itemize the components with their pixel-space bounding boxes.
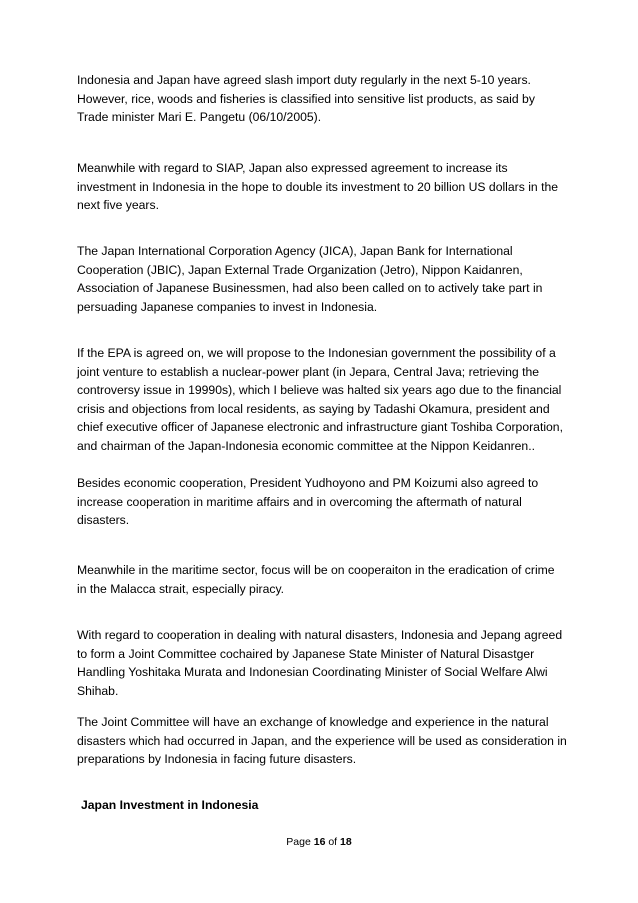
paragraph-epa-nuclear: If the EPA is agreed on, we will propose to the Indonesian government the possibility of a joint venture to establish a nuclear-power plant (in Jepara, Central Java; retrieving the controversy issue in 19990s), which I believe was halted six years ago due to the financial crisis and objections from local residents, as saying by Tadashi Okamura, president and chief executive officer of Japanese electronic and infrastructure giant Toshiba Corporation, and chairman of the Japan-Indonesia economic committee at the Nippon Keidanren.. xyxy=(77,346,563,453)
paragraph-siap-investment: Meanwhile with regard to SIAP, Japan also expressed agreement to increase its investment in Indonesia in the hope to double its investment to 20 billion US dollars in the next five years. xyxy=(77,161,559,213)
page-footer xyxy=(0,835,638,849)
paragraph-japanese-agencies: The Japan International Corporation Agency (JICA), Japan Bank for International Cooperation (JBIC), Japan External Trade Organization (Jetro), Nippon Kaidanren, Association of Japanese Businessmen, had also been called on to actively take part in persuading Japanese companies to invest in Indonesia. xyxy=(77,244,543,314)
section-heading: Japan Investment in Indonesia xyxy=(81,798,259,812)
paragraph-maritime-disasters: Besides economic cooperation, President Yudhoyono and PM Koizumi also agreed to increase cooperation in maritime affairs and in overcoming the aftermath of natural disasters. xyxy=(77,476,539,528)
page-label: Page xyxy=(286,836,311,848)
paragraph-malacca-strait: Meanwhile in the maritime sector, focus will be on cooperaiton in the eradication of crime in the Malacca strait, especially piracy. xyxy=(77,563,555,596)
of-label: of xyxy=(328,836,338,848)
paragraph-joint-committee: With regard to cooperation in dealing with natural disasters, Indonesia and Jepang agreed to form a Joint Committee cochaired by Japanese State Minister of Natural Disastger Handling Yoshitaka Murata and Indonesian Coordinating Minister of Social Welfare Alwi Shihab. xyxy=(77,628,563,698)
paragraph-import-duty: Indonesia and Japan have agreed slash import duty regularly in the next 5-10 years. However, rice, woods and fisheries is classified into sensitive list products, as said by Trade minister Mari E. Pangetu (06/10/2005). xyxy=(77,73,535,125)
paragraph-knowledge-exchange: The Joint Committee will have an exchange of knowledge and experience in the natural disasters which had occurred in Japan, and the experience will be used as consideration in preparations by Indonesia in facing future disasters. xyxy=(77,715,567,767)
total-pages: 18 xyxy=(340,836,352,848)
page-number: 16 xyxy=(313,836,326,848)
